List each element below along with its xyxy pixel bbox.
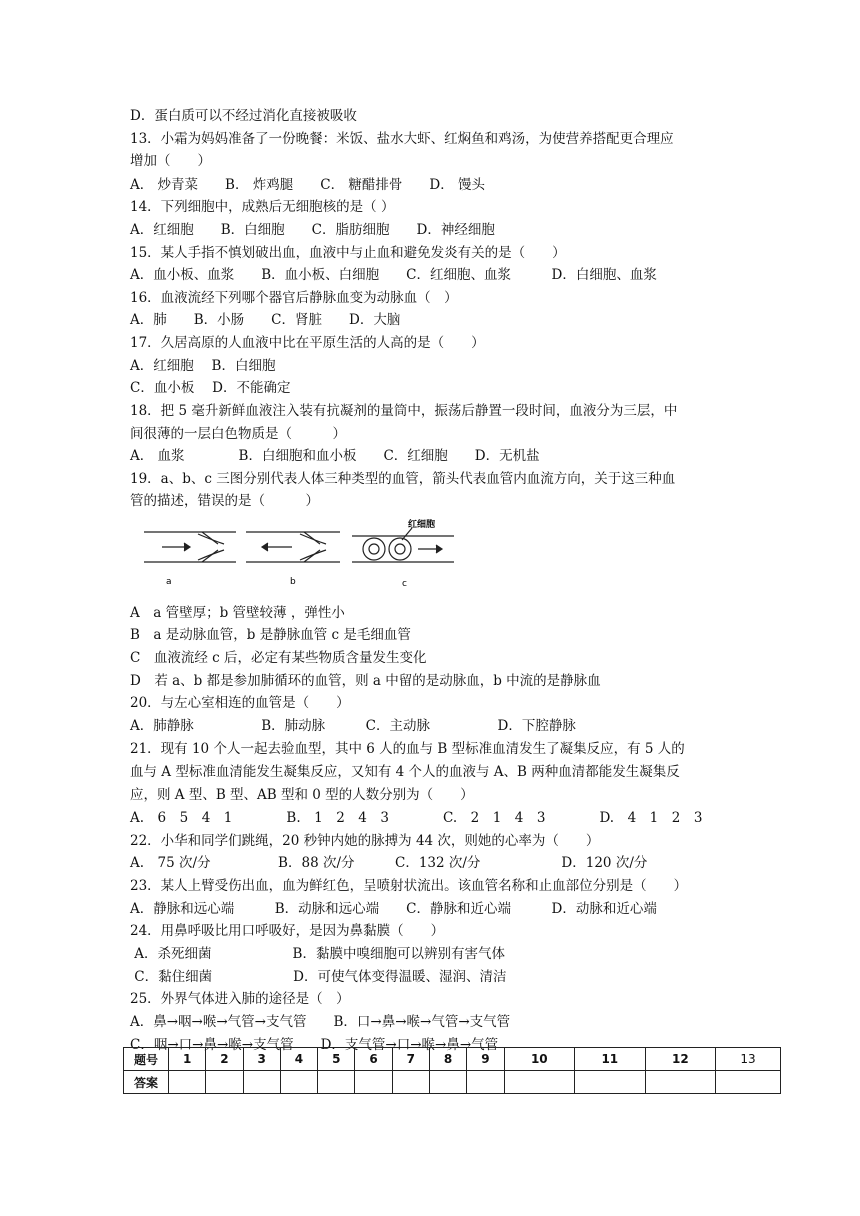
vessel-b-diagram bbox=[246, 532, 340, 562]
answer-cell[interactable] bbox=[575, 1071, 646, 1094]
question-number-cell: 9 bbox=[467, 1048, 504, 1071]
text-line: C．咽→口→鼻→喉→支气管 D．支气管→口→喉→鼻→气管 bbox=[130, 1037, 499, 1053]
text-line: C．黏住细菌 D．可使气体变得温暖、湿润、清洁 bbox=[130, 969, 507, 985]
text-line: A．肺 B．小肠 C．肾脏 D．大脑 bbox=[130, 312, 401, 328]
answer-cell[interactable] bbox=[243, 1071, 280, 1094]
question-number-cell: 3 bbox=[243, 1048, 280, 1071]
text-line: 16．血液流经下列哪个器官后静脉血变为动脉血（ ） bbox=[130, 290, 458, 306]
answer-cell[interactable] bbox=[355, 1071, 392, 1094]
question-number-cell: 8 bbox=[429, 1048, 466, 1071]
text-line: 13．小霜为妈妈准备了一份晚餐：米饭、盐水大虾、红焖鱼和鸡汤，为使营养搭配更合理应 bbox=[130, 131, 674, 147]
text-line: 间很薄的一层白色物质是（ ） bbox=[130, 426, 346, 442]
question-number-label: 题号 bbox=[124, 1048, 169, 1071]
text-line: D 若 a、b 都是参加肺循环的血管，则 a 中留的是动脉血，b 中流的是静脉血 bbox=[130, 673, 601, 689]
vessel-c-diagram bbox=[352, 528, 454, 562]
question-number-cell: 6 bbox=[355, 1048, 392, 1071]
text-line: 血与 A 型标准血清能发生凝集反应，又知有 4 个人的血液与 A、B 两种血清都能发生凝集反 bbox=[130, 764, 680, 780]
figure-label-rbc: 红细胞 bbox=[408, 520, 436, 530]
question-number-cell: 5 bbox=[318, 1048, 355, 1071]
text-line: A． 血浆 B．白细胞和血小板 C．红细胞 D．无机盐 bbox=[130, 448, 540, 464]
text-line: 24．用鼻呼吸比用口呼吸好，是因为鼻黏膜（ ） bbox=[130, 923, 445, 939]
answer-cell[interactable] bbox=[429, 1071, 466, 1094]
question-number-cell: 11 bbox=[575, 1048, 646, 1071]
text-line: A．红细胞 B．白细胞 C．脂肪细胞 D．神经细胞 bbox=[130, 222, 495, 238]
text-line: A． 炒青菜 B． 炸鸡腿 C． 糖醋排骨 D． 馒头 bbox=[130, 177, 485, 193]
text-line: A．肺静脉 B．肺动脉 C．主动脉 D．下腔静脉 bbox=[130, 718, 576, 734]
answer-table-header-row bbox=[124, 1048, 781, 1071]
vessel-a-diagram bbox=[144, 532, 236, 562]
question-number-cell: 2 bbox=[206, 1048, 243, 1071]
text-line: A. 6 5 4 1 B. 1 2 4 3 C. 2 1 4 3 D. 4 1 2 3 bbox=[130, 810, 703, 826]
question-number-cell: 4 bbox=[280, 1048, 317, 1071]
text-line: 25．外界气体进入肺的途径是（ ） bbox=[130, 991, 350, 1007]
text-line: A．静脉和远心端 B．动脉和远心端 C．静脉和近心端 D．动脉和近心端 bbox=[130, 901, 657, 917]
text-line: A. 75 次/分 B．88 次/分 C．132 次/分 D．120 次/分 bbox=[130, 855, 648, 871]
blood-vessel-figure bbox=[140, 518, 460, 590]
question-number-cell: 13 bbox=[716, 1048, 781, 1071]
answer-table-answer-row bbox=[124, 1071, 781, 1094]
text-line: 应，则 A 型、B 型、AB 型和 0 型的人数分别为（ ） bbox=[130, 787, 474, 803]
text-line: A．杀死细菌 B．黏膜中嗅细胞可以辨别有害气体 bbox=[130, 946, 505, 962]
answer-cell[interactable] bbox=[280, 1071, 317, 1094]
answer-cell[interactable] bbox=[504, 1071, 575, 1094]
text-line: A．血小板、血浆 B．血小板、白细胞 C．红细胞、血浆 D．白细胞、血浆 bbox=[130, 267, 657, 283]
text-line: 增加（ ） bbox=[130, 153, 211, 169]
answer-cell[interactable] bbox=[392, 1071, 429, 1094]
text-line: A．红细胞 B．白细胞 bbox=[130, 358, 276, 374]
answer-cell[interactable] bbox=[318, 1071, 355, 1094]
text-line: 19．a、b、c 三图分别代表人体三种类型的血管，箭头代表血管内血流方向，关于这三种血 bbox=[130, 471, 676, 487]
text-line: 21．现有 10 个人一起去验血型，其中 6 人的血与 B 型标准血清发生了凝集反应，有 5 人的 bbox=[130, 741, 685, 757]
text-line: B a 是动脉血管，b 是静脉血管 c 是毛细血管 bbox=[130, 627, 411, 643]
text-line: 22．小华和同学们跳绳，20 秒钟内她的脉搏为 44 次，则她的心率为（ ） bbox=[130, 833, 600, 849]
question-number-cell: 1 bbox=[169, 1048, 206, 1071]
answer-cell[interactable] bbox=[645, 1071, 716, 1094]
text-line: D．蛋白质可以不经过消化直接被吸收 bbox=[130, 108, 357, 124]
answer-table bbox=[123, 1047, 781, 1094]
figure-label-c: c bbox=[402, 579, 407, 589]
text-line: 管的描述，错误的是（ ） bbox=[130, 493, 319, 509]
question-number-cell: 10 bbox=[504, 1048, 575, 1071]
answer-cell[interactable] bbox=[206, 1071, 243, 1094]
text-line: A a 管壁厚；b 管壁较薄 ，弹性小 bbox=[130, 605, 345, 621]
answer-cell[interactable] bbox=[169, 1071, 206, 1094]
answer-cell[interactable] bbox=[716, 1071, 781, 1094]
text-line: 23．某人上臂受伤出血，血为鲜红色，呈喷射状流出。该血管名称和止血部位分别是（ ） bbox=[130, 878, 688, 894]
answer-cell[interactable] bbox=[467, 1071, 504, 1094]
figure-label-b: b bbox=[290, 577, 296, 587]
figure-label-a: a bbox=[166, 577, 172, 587]
text-line: 14．下列细胞中，成熟后无细胞核的是（ ） bbox=[130, 199, 395, 215]
text-line: 18．把 5 毫升新鲜血液注入装有抗凝剂的量筒中，振荡后静置一段时间，血液分为三层，中 bbox=[130, 403, 678, 419]
text-line: A．鼻→咽→喉→气管→支气管 B．口→鼻→喉→气管→支气管 bbox=[130, 1014, 511, 1030]
text-line: 15．某人手指不慎划破出血，血液中与止血和避免发炎有关的是（ ） bbox=[130, 245, 566, 261]
answer-label: 答案 bbox=[124, 1071, 169, 1094]
question-number-cell: 12 bbox=[645, 1048, 716, 1071]
question-number-cell: 7 bbox=[392, 1048, 429, 1071]
text-line: 20．与左心室相连的血管是（ ） bbox=[130, 695, 350, 711]
text-line: C．血小板 D．不能确定 bbox=[130, 380, 291, 396]
text-line: C 血液流经 c 后，必定有某些物质含量发生变化 bbox=[130, 650, 427, 666]
text-line: 17．久居高原的人血液中比在平原生活的人高的是（ ） bbox=[130, 335, 485, 351]
